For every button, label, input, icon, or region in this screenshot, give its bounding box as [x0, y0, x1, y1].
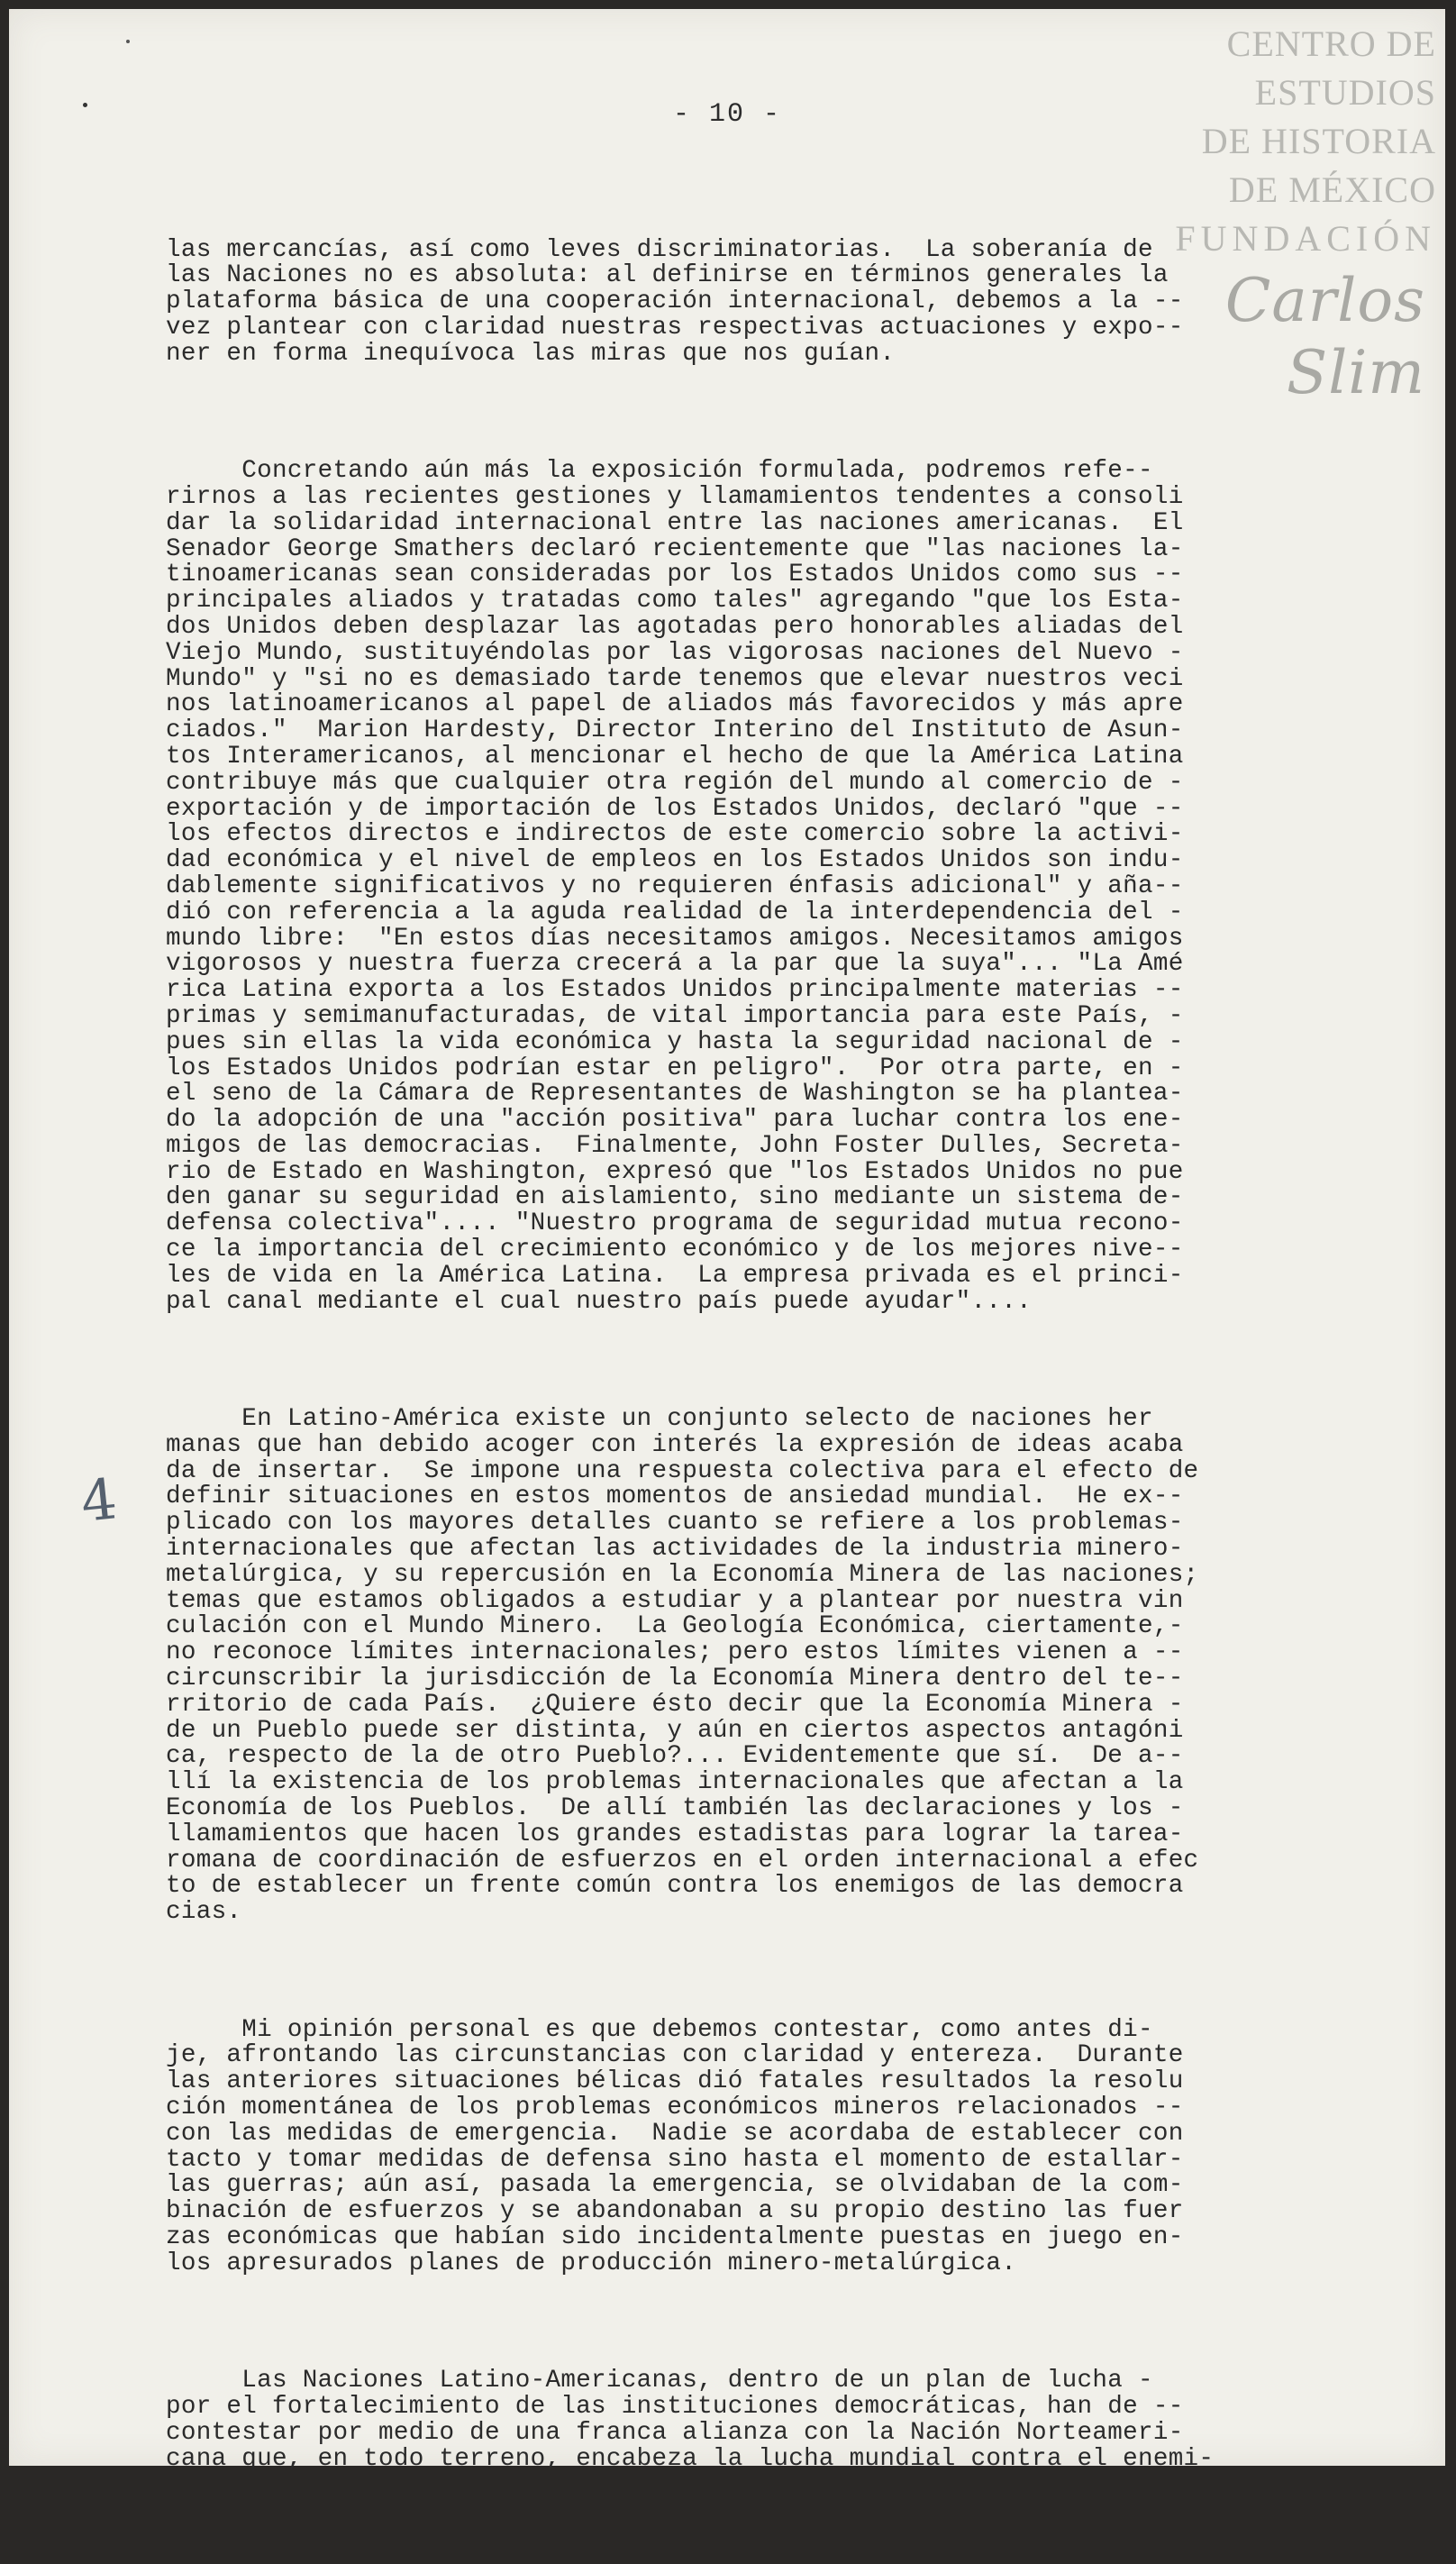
handwritten-margin-note: 4 [77, 1465, 121, 1535]
watermark-signature: Carlos Slim [1224, 266, 1425, 407]
watermark-line: CENTRO DE [1226, 23, 1436, 64]
page-number: - 10 - [672, 99, 782, 130]
paragraph: En Latino-América existe un conjunto selecto de naciones her manas que han debido acoger con interés la expresión de ideas acaba da de insertar. Se impone una respuesta colectiva para el efecto de definir situaciones en estos momentos de ansiedad mundial. He ex-- plicado con los mayores detalles cuanto se refiere a los problemas- internacionales que afectan las actividades de la industria minero- metalúrgica, y su repercusión en la Economía Minera de las naciones; temas que estamos obligados a estudiar y a plantear por nuestra vin culación con el Mundo Minero. La Geología Económica, ciertamente,- no reconoce límites internacionales; pero estos límites vienen a -- circunscribir la jurisdicción de la Economía Minera dentro del te-- rritorio de cada País. ¿Quiere ésto decir que la Economía Minera - de un Pueblo puede ser distinta, y aún en ciertos aspectos antagóni ca, respecto de la de otro Pueblo?... Evidentemente que sí. De a-- llí la existencia de los problemas internacionales que afectan a la Economía de los Pueblos. De allí también las declaraciones y los - llamamientos que hacen los grandes estadistas para lograr la tarea- romana de coordinación de esfuerzos en el orden internacional a efec to de establecer un frente común contra los enemigos de las democra cias. [166, 1405, 1199, 1927]
paragraph: las mercancías, así como leves discriminatorias. La soberanía de las Naciones no es absoluta: al definirse en términos generales la plataforma básica de una cooperación internacional, debemos a la -- vez plantear con claridad nuestras respectivas actuaciones y expo-- ner en forma inequívoca las miras que nos guían. [166, 235, 1184, 368]
typewritten-body [166, 186, 1337, 2564]
paragraph: Mi opinión personal es que debemos contestar, como antes di- je, afrontando las circunstancias con claridad y entereza. Durante las anteriores situaciones bélicas dió fatales resultados la resolu ción momentánea de los problemas económicos mineros relacionados -- con las medidas de emergencia. Nadie se acordaba de establecer con tacto y tomar medidas de defensa sino hasta el momento de estallar- las guerras; aún así, pasada la emergencia, se olvidaban de la com- binación de esfuerzos y se abandonaban a su propio destino las fuer zas económicas que habían sido incidentalmente puestas en juego en- los apresurados planes de producción minero-metalúrgica. [166, 2015, 1184, 2277]
paragraph: Las Naciones Latino-Americanas, dentro de un plan de lucha - por el fortalecimiento de las instituciones democráticas, han de -- contestar por medio de una franca alianza con la Nación Norteameri- cana que, en todo terreno, encabeza la lucha mundial contra el enemi- [166, 2367, 1215, 2473]
watermark-line: DE MÉXICO [1228, 169, 1436, 210]
document-page [9, 9, 1445, 2473]
watermark-line: ESTUDIOS [1254, 72, 1436, 113]
paper-speck [126, 40, 130, 43]
watermark-line: DE HISTORIA [1201, 121, 1436, 161]
paragraph: Concretando aún más la exposición formulada, podremos refe-- rirnos a las recientes gestiones y llamamientos tendentes a consoli dar la solidaridad internacional entre las naciones americanas. El Senador George Smathers declaró recientemente que "las naciones la- tinoamericanas sean consideradas por los Estados Unidos como sus -- principales aliados y tratadas como tales" agregando "que los Esta- dos Unidos deben desplazar las agotadas pero honorables aliadas del Viejo Mundo, sustituyéndolas por las vigorosas naciones del Nuevo - Mundo" y "si no es demasiado tarde tenemos que elevar nuestros veci nos latinoamericanos al papel de aliados más favorecidos y más apre ciados." Marion Hardesty, Director Interino del Instituto de Asun- tos Interamericanos, al mencionar el hecho de que la América Latina contribuye más que cualquier otra región del mundo al comercio de - exportación y de importación de los Estados Unidos, declaró "que -- los efectos directos e indirectos de este comercio sobre la activi- dad económica y el nivel de empleos en los Estados Unidos son indu- dablemente significativos y no requieren énfasis adicional" y aña-- dió con referencia a la aguda realidad de la interdependencia del - mundo libre: "En estos días necesitamos amigos. Necesitamos amigos vigorosos y nuestra fuerza crecerá a la par que la suya"... "La Amé rica Latina exporta a los Estados Unidos principalmente materias -- primas y semimanufacturadas, de vital importancia para este País, - pues sin ellas la vida económica y hasta la seguridad nacional de - los Estados Unidos podrían estar en peligro". Por otra parte, en - el seno de la Cámara de Representantes de Washington se ha plantea- do la adopción de una "acción positiva" para luchar contra los ene- migos de las democracias. Finalmente, John Foster Dulles, Secreta- rio de Estado en Washington, expresó que "los Estados Unidos no pue den ganar su seguridad en aislamiento, sino mediante un sistema de- defensa colectiva".... "Nuestro programa de seguridad mutua recono- ce la importancia del crecimiento económico y de los mejores nive-- les de vida en la América Latina. La empresa privada es el princi- pal canal mediante el cual nuestro país puede ayudar".... [166, 457, 1184, 1316]
watermark-line: FUNDACIÓN [1175, 218, 1436, 259]
